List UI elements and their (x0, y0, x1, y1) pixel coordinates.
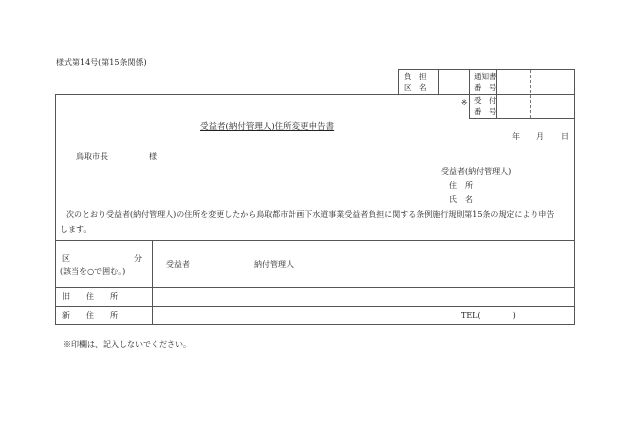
reception-no-label-1: 受 付 (474, 96, 497, 105)
footnote: ※印欄は、記入しないでください。 (63, 340, 191, 349)
applicant-name-label: 氏 名 (449, 195, 473, 204)
notice-no-label-2: 番 号 (474, 83, 497, 92)
date-day: 日 (561, 132, 569, 141)
addressee: 鳥取市長 (76, 152, 108, 161)
date-month: 月 (536, 132, 544, 141)
applicant-heading: 受益者(納付管理人) (441, 167, 512, 176)
form-title: 受益者(納付管理人)住所変更申告書 (200, 122, 335, 132)
option-beneficiary[interactable]: 受益者 (166, 260, 190, 269)
new-address-label: 新 住 所 (62, 311, 118, 320)
reception-no-label-2: 番 号 (474, 107, 497, 116)
date-year: 年 (512, 132, 520, 141)
category-label: 区 分 (62, 254, 142, 263)
notice-no-label-1: 通知書 (474, 72, 497, 81)
district-label-1: 負 担 (404, 72, 427, 81)
old-address-label: 旧 住 所 (62, 292, 118, 301)
option-payment-manager[interactable]: 納付管理人 (254, 260, 294, 269)
honorific: 様 (149, 152, 157, 161)
statement-line-2: します。 (60, 225, 92, 234)
category-note: (該当を○で囲む。) (60, 267, 126, 276)
new-address-field[interactable] (153, 307, 453, 324)
old-address-field[interactable] (153, 288, 574, 306)
applicant-address-label: 住 所 (449, 181, 473, 190)
statement-line-1: 次のとおり受益者(納付管理人)の住所を変更したから鳥取都市計画下水道事業受益者負担に関する条例施行規則第15条の規定により申告 (66, 210, 555, 219)
district-label-2: 区 名 (404, 83, 427, 92)
reception-mark: ※ (461, 98, 468, 107)
form-number: 様式第14号(第15条関係) (56, 58, 147, 67)
tel-field[interactable]: TEL( ) (461, 311, 516, 320)
